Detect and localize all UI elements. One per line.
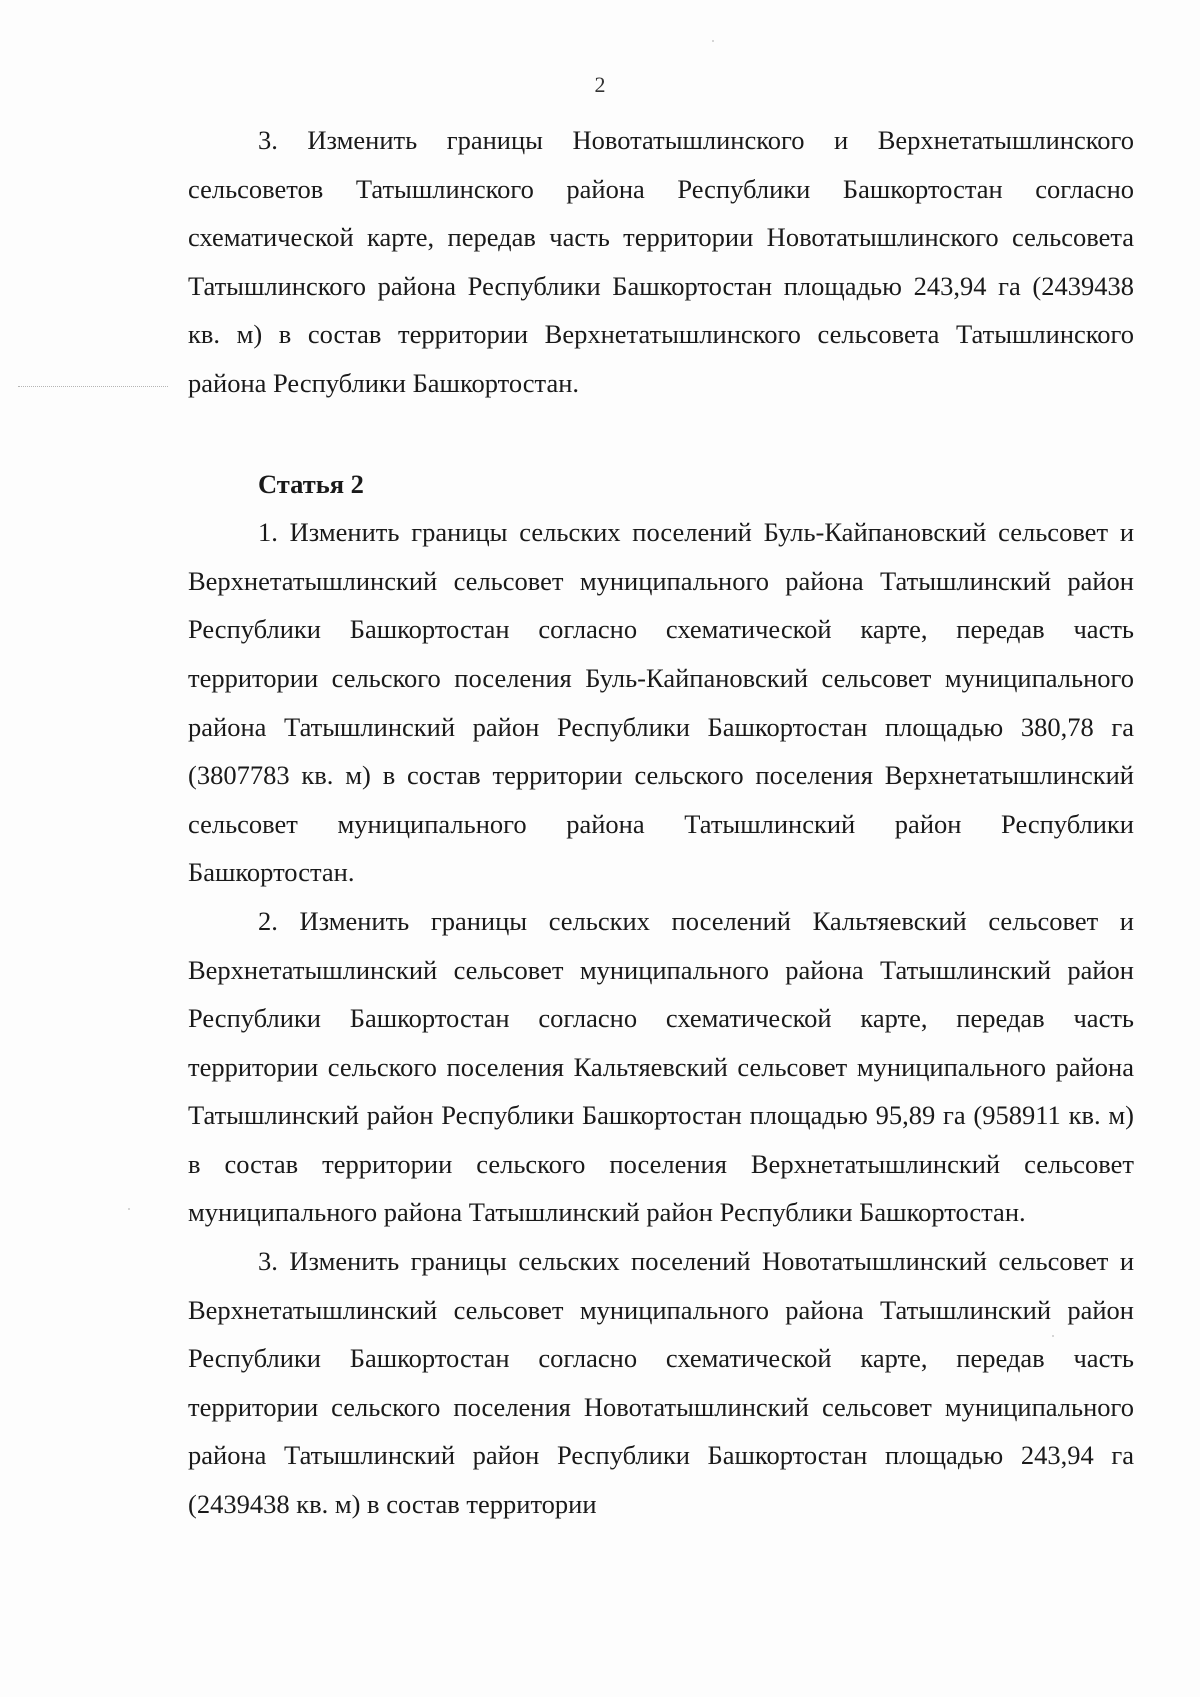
paragraph-article2-item3: 3. Изменить границы сельских поселений Новотатышлинский сельсовет и Верхнетатышлинский сельсовет муниципального района Татышлинский район Республики Башкортостан согласно схематической карте, передав часть территории сельского поселения Новотатышлинский сельсовет муниципального района Татышлинский район Республики Башкортостан площадью 243,94 га (2439438 кв. м) в состав территории — [188, 1246, 1134, 1520]
paragraph-article1-item3: 3. Изменить границы Новотатышлинского и Верхнетатышлинского сельсоветов Татышлинского района Республики Башкортостан согласно схематической карте, передав часть территории Новотатышлинского сельсовета Татышлинского района Республики Башкортостан площадью 243,94 га (2439438 кв. м) в состав территории Верхнетатышлинского сельсовета Татышлинского района Республики Башкортостан. — [188, 125, 1134, 398]
paragraph-article2-item2: 2. Изменить границы сельских поселений Кальтяевский сельсовет и Верхнетатышлинский сельсовет муниципального района Татышлинский район Республики Башкортостан согласно схематической карте, передав часть территории сельского поселения Кальтяевский сельсовет муниципального района Татышлинский район Республики Башкортостан площадью 95,89 га (958911 кв. м) в состав территории сельского поселения Верхнетатышлинский сельсовет муниципального района Татышлинский район Республики Башкортостан. — [188, 905, 1134, 1228]
document-body — [188, 116, 1134, 1529]
scan-artifact-line — [18, 386, 168, 387]
section-gap — [188, 408, 1134, 460]
paragraph-article2-item1: 1. Изменить границы сельских поселений Буль-Кайпановский сельсовет и Верхнетатышлинский сельсовет муниципального района Татышлинский район Республики Башкортостан согласно схематической карте, передав часть территории сельского поселения Буль-Кайпановский сельсовет муниципального района Татышлинский район Республики Башкортостан площадью 380,78 га (3807783 кв. м) в состав территории сельского поселения Верхнетатышлинский сельсовет муниципального района Татышлинский район Республики Башкортостан. — [188, 517, 1134, 888]
scan-speck — [128, 1208, 130, 1210]
page-number: 2 — [594, 72, 606, 97]
article-heading: Статья 2 — [258, 468, 364, 499]
scan-speck — [712, 40, 714, 42]
